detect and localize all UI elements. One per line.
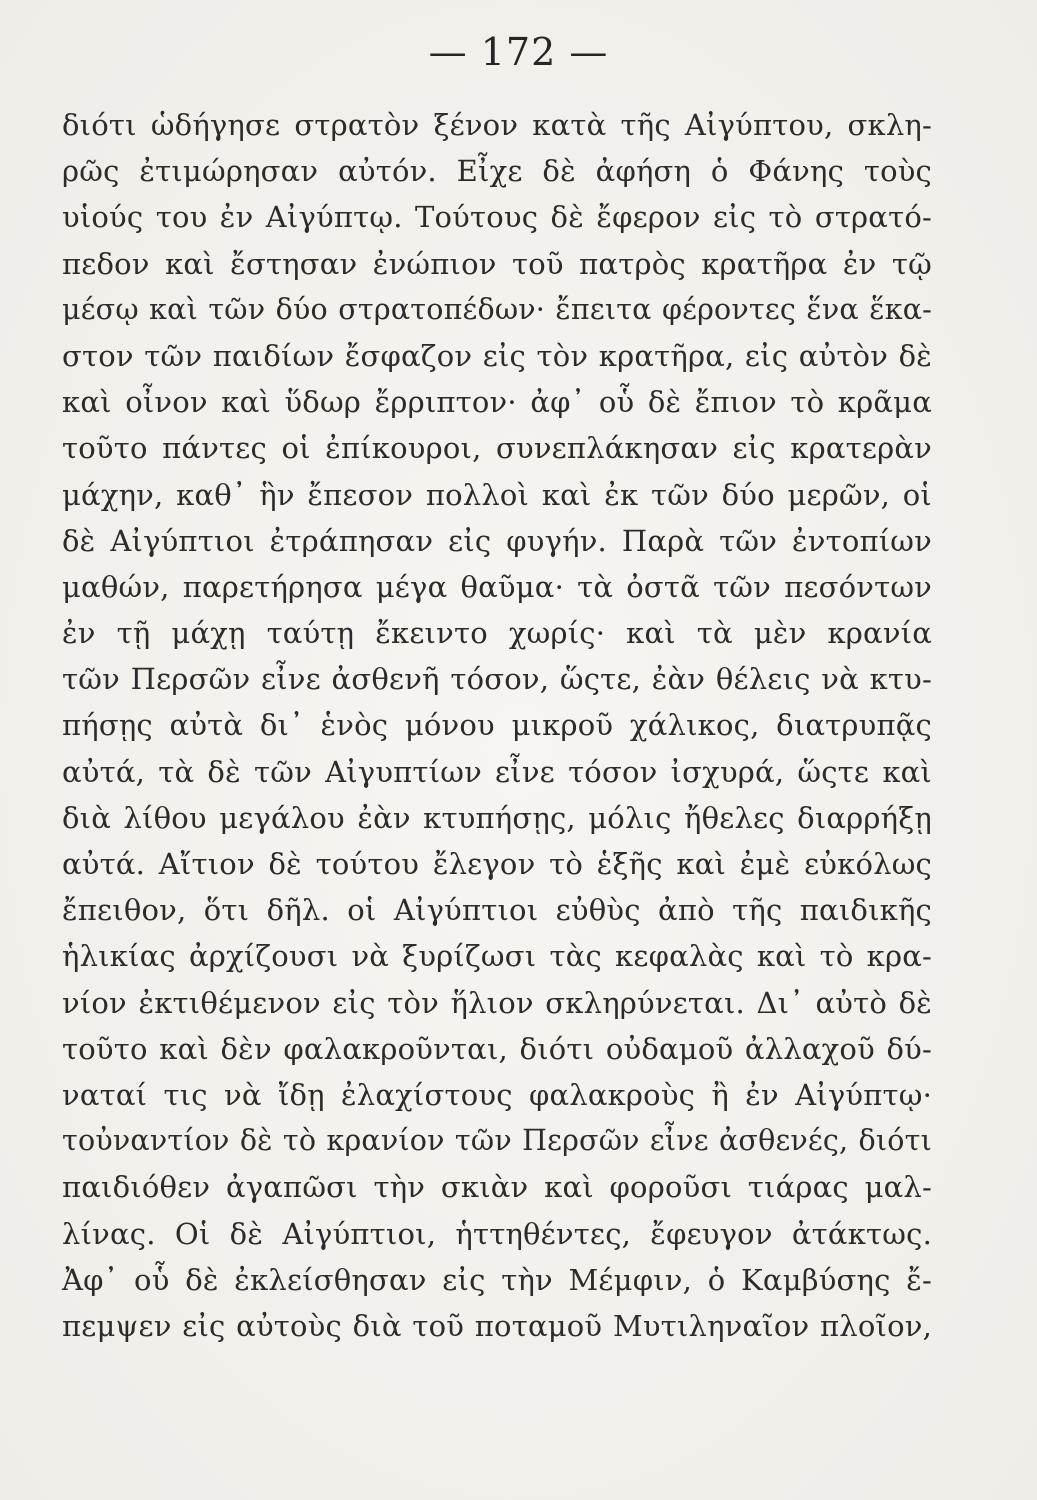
text-line: ἔπειθον, ὅτι δῆλ. οἱ Αἰγύπτιοι εὐθὺς ἀπὸ τῆς παιδικῆς (62, 893, 932, 928)
text-line: τοῦτο καὶ δὲν φαλακροῦνται, διότι οὐδαμοῦ ἀλλαχοῦ δύ- (62, 1031, 932, 1066)
text-line: πεδον καὶ ἔστησαν ἐνώπιον τοῦ πατρὸς κρατῆρα ἐν τῷ (62, 246, 932, 281)
text-line: τῶν Περσῶν εἶνε ἀσθενῆ τόσον, ὥςτε, ἐὰν θέλεις νὰ κτυ- (62, 662, 932, 697)
text-line: πεμψεν εἰς αὐτοὺς διὰ τοῦ ποταμοῦ Μυτιληναῖον πλοῖον, (62, 1308, 932, 1343)
text-line: πήσῃς αὐτὰ δι᾽ ἑνὸς μόνου μικροῦ χάλικος, διατρυπᾷς (62, 708, 932, 743)
text-line: καὶ οἶνον καὶ ὕδωρ ἔρριπτον· ἀφ᾽ οὗ δὲ ἔπιον τὸ κρᾶμα (62, 385, 932, 420)
text-line: νίον ἐκτιθέμενον εἰς τὸν ἥλιον σκληρύνεται. Δι᾽ αὐτὸ δὲ (62, 985, 932, 1020)
text-line: τοὐναντίον δὲ τὸ κρανίον τῶν Περσῶν εἶνε ἀσθενές, διότι (62, 1124, 932, 1158)
text-line: μάχην, καθ᾽ ἣν ἔπεσον πολλοὶ καὶ ἐκ τῶν δύο μερῶν, οἱ (62, 477, 932, 512)
text-line: παιδιόθεν ἀγαπῶσι τὴν σκιὰν καὶ φοροῦσι τιάρας μαλ- (62, 1170, 932, 1205)
page-number: — 172 — (428, 30, 609, 74)
text-line: υἱούς του ἐν Αἰγύπτῳ. Τούτους δὲ ἔφερον εἰς τὸ στρατό- (62, 200, 932, 235)
text-line: στον τῶν παιδίων ἔσφαζον εἰς τὸν κρατῆρα, εἰς αὐτὸν δὲ (62, 338, 932, 373)
text-line: αὐτά. Αἴτιον δὲ τούτου ἔλεγον τὸ ἑξῆς καὶ ἐμὲ εὐκόλως (62, 847, 932, 881)
text-line: διότι ὡδήγησε στρατὸν ξένον κατὰ τῆς Αἰγύπτου, σκλη- (62, 108, 932, 142)
text-line: δὲ Αἰγύπτιοι ἐτράπησαν εἰς φυγήν. Παρὰ τῶν ἐντοπίων (62, 523, 932, 558)
text-line: τοῦτο πάντες οἱ ἐπίκουροι, συνεπλάκησαν εἰς κρατερὰν (62, 431, 932, 466)
text-line: λίνας. Οἱ δὲ Αἰγύπτιοι, ἡττηθέντες, ἔφευγον ἀτάκτως. (62, 1216, 932, 1251)
text-line: ναταί τις νὰ ἴδῃ ἐλαχίστους φαλακροὺς ἢ ἐν Αἰγύπτῳ· (62, 1077, 932, 1112)
text-line: μέσῳ καὶ τῶν δύο στρατοπέδων· ἔπειτα φέροντες ἕνα ἕκα- (62, 292, 932, 326)
text-line: διὰ λίθου μεγάλου ἐὰν κτυπήσῃς, μόλις ἤθελες διαρρήξῃ (62, 800, 932, 835)
text-line: ρῶς ἐτιμώρησαν αὐτόν. Εἶχε δὲ ἀφήση ὁ Φάνης τοὺς (62, 154, 932, 189)
text-line: ἐν τῇ μάχῃ ταύτῃ ἔκειντο χωρίς· καὶ τὰ μὲν κρανία (62, 616, 932, 651)
body-text (62, 102, 932, 1349)
text-line: Ἀφ᾽ οὗ δὲ ἐκλείσθησαν εἰς τὴν Μέμφιν, ὁ Καμβύσης ἔ- (62, 1262, 932, 1297)
text-line: ἡλικίας ἀρχίζουσι νὰ ξυρίζωσι τὰς κεφαλὰς καὶ τὸ κρα- (62, 939, 932, 974)
text-line: αὐτά, τὰ δὲ τῶν Αἰγυπτίων εἶνε τόσον ἰσχυρά, ὥςτε καὶ (62, 754, 932, 789)
text-line: μαθών, παρετήρησα μέγα θαῦμα· τὰ ὀστᾶ τῶν πεσόντων (62, 569, 932, 604)
